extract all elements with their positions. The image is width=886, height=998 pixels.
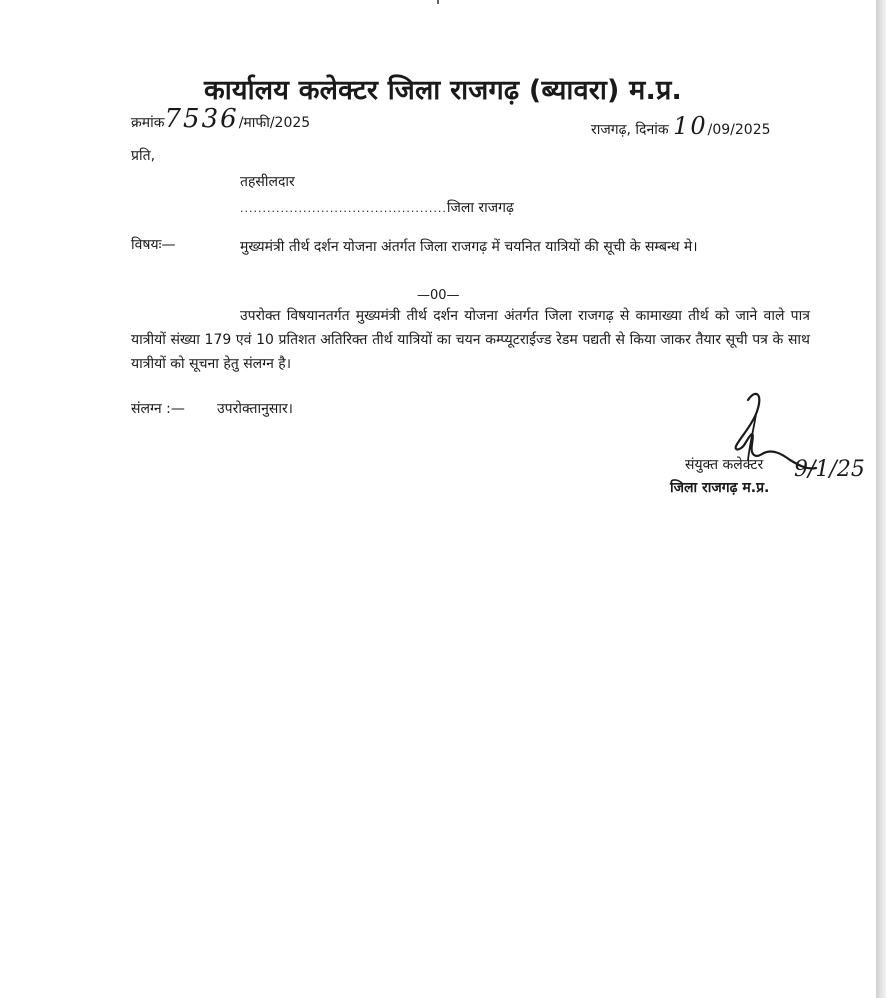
subject-text: मुख्यमंत्री तीर्थ दर्शन योजना अंतर्गत जिला राजगढ़ में चयनित यात्रियों की सूची के सम्बन्ध मे। <box>240 239 698 255</box>
recipient: तहसीलदार <box>240 174 295 190</box>
signature-date: 9/1/25 <box>794 457 865 482</box>
blank-dots: .............................................. <box>240 202 447 215</box>
office-heading: कार्यालय कलेक्टर जिला राजगढ़ (ब्यावरा) म.प्र. <box>203 75 682 106</box>
signatory-title: संयुक्त कलेक्टर <box>685 457 764 473</box>
enclosure-label: संलग्न :— <box>131 401 185 417</box>
reference-label: क्रमांक <box>131 115 165 131</box>
signatory-place: जिला राजगढ़ म.प्र. <box>670 480 770 496</box>
section-divider: —00— <box>417 288 460 303</box>
date-prefix: राजगढ़, दिनांक <box>591 122 669 138</box>
date-day: 10 <box>673 112 708 140</box>
date-line <box>591 112 771 140</box>
body-paragraph: उपरोक्त विषयानतर्गत मुख्यमंत्री तीर्थ दर्शन योजना अंतर्गत जिला राजगढ़ से कामाख्या तीर्थ को जाने वाले पात्र यात्रीयों संख्या 179 एवं 10 प्रतिशत अतिरिक्त तीर्थ यात्रियों का चयन कम्प्यूटराईज्ड रेडम पद्यती से किया जाकर तैयार सूची पत्र के साथ यात्रीयों को सूचना हेतु संलग्न है। <box>131 308 810 372</box>
subject-label: विषयः— <box>131 237 176 253</box>
page-edge-shadow <box>876 0 886 998</box>
handwritten-signature <box>690 380 870 500</box>
date-suffix: /09/2025 <box>707 122 771 138</box>
reference-line <box>131 104 310 134</box>
enclosure-value: उपरोक्तानुसार। <box>217 401 293 417</box>
scan-mark <box>437 0 439 4</box>
reference-number: 7536 <box>164 104 239 134</box>
reference-suffix: /माफी/2025 <box>238 115 311 131</box>
recipient-district <box>240 198 514 217</box>
district-name: जिला राजगढ़ <box>446 200 514 216</box>
to-label: प्रति, <box>131 148 156 164</box>
